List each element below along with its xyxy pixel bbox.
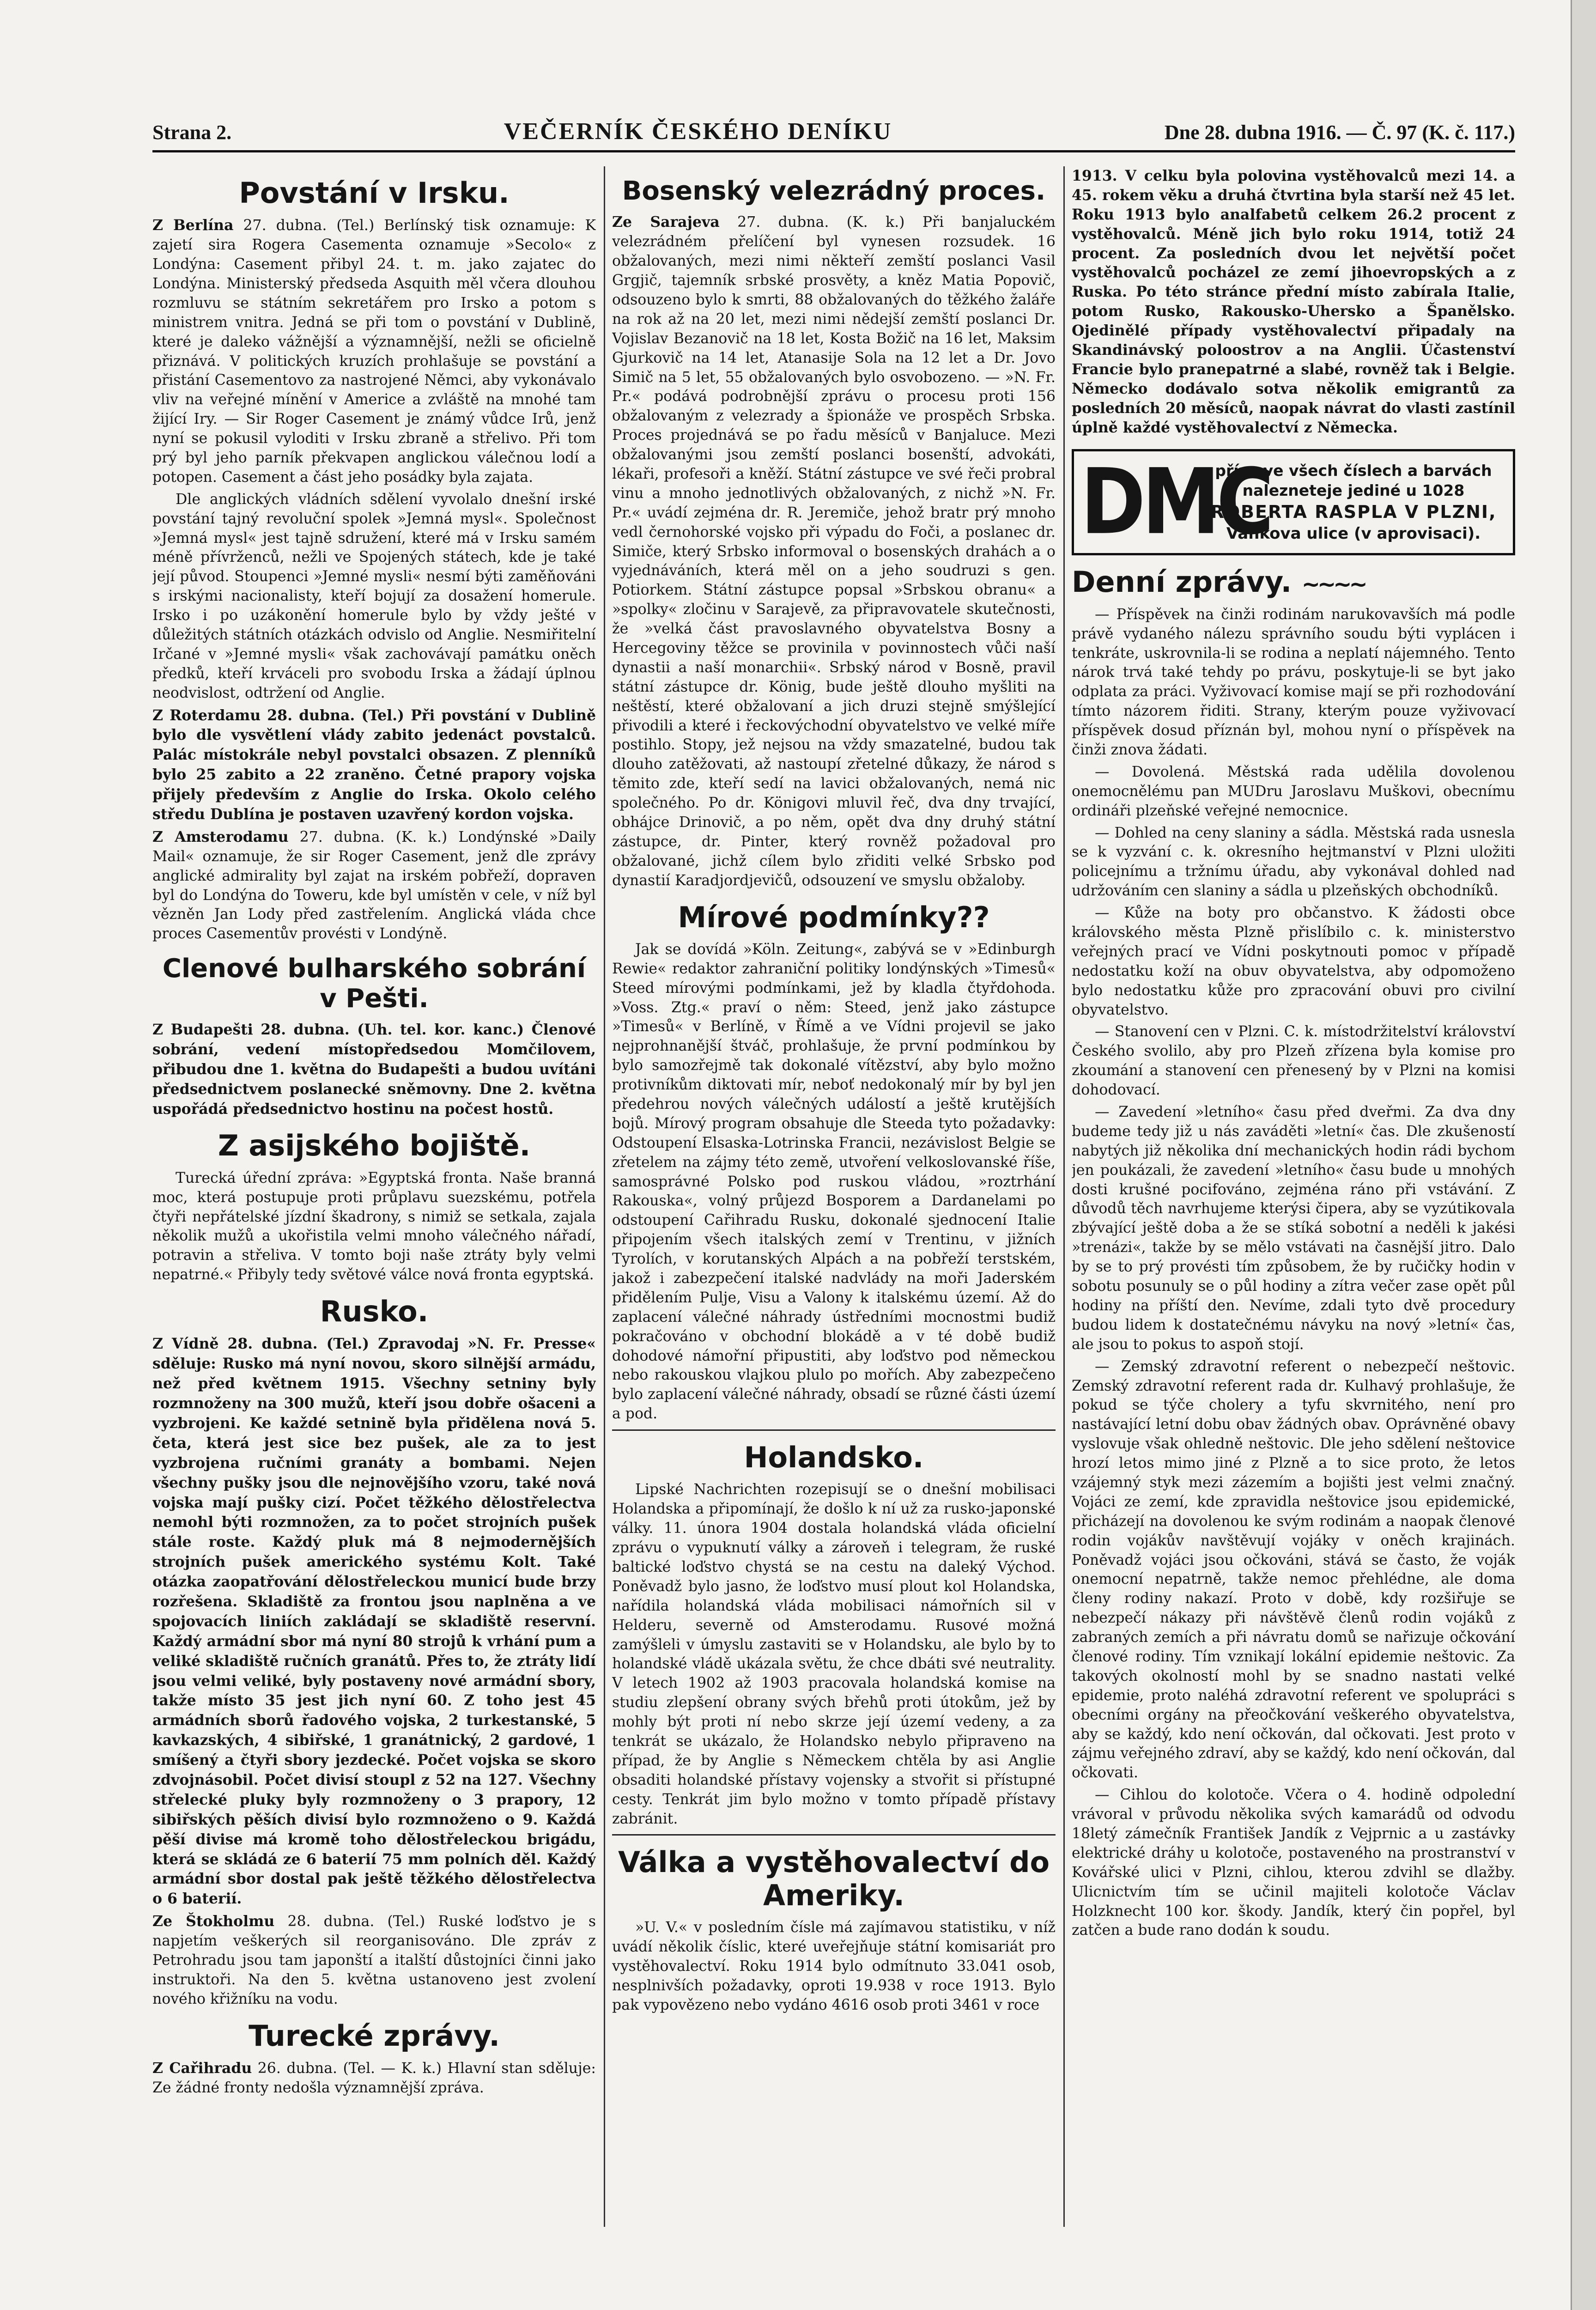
headline-valka-vystehovalectvi: Válka a vystěhovalectví do Ameriky. [618,1845,1050,1912]
dateline: Z Cařihradu [152,2060,252,2077]
page-number: Strana 2. [152,121,232,144]
article-paragraph: Dle anglických vládních sdělení vyvolalo dnešní irské povstání tajný revoluční spolek »Jemná mysl«. Společnost »Jemná mysl« jest tajně sdružení, které má v Irsku samém méně přívrženců, nežli ve Spojených státech, kde je také její původ. Stoupenci »Jemné mysli« nesmí býti zaměňováni s irskými nacionalisty, kteří bojují za dosažení homerule. Irsko i po uzákonění homerule bylo by vždy ješté v důležitých státních otázkách odvislo od Anglie. Nesmiřitelní Irčané v »Jemné mysli« však zachovávají památku oněch předků, kteří krváceli pro svobodu Irska a žádají úplnou neodvislost, odtržení od Anglie. [152,491,596,701]
dmc-logo: DMC [1080,450,1271,555]
article-paragraph [612,213,1056,890]
article-paragraph: 1913. V celku byla polovina vystěhovalců mezi 14. a 45. rokem věku a druhá čtvrtina byla starší než 45 let. Roku 1913 bylo analfabetů celkem 26.2 procent z vystěhovalců. Méně jich bylo roku 1914, totiž 24 procent. Za posledních dvou let největší počet vystěhovalců pocházel ze zemí jihoevropských a z Ruska. Po této stránce přední místo zabírala Italie, potom Rusko, Rakousko-Uhersko a Španělsko. Ojedinělé případy vystěhovalectví připadaly na Skandinávský poloostrov a na Anglii. Účastenství Francie bylo pranepatrné a slabé, rovněž tak i Belgie. Německo dodávalo sotva několik emigrantů za posledních 20 měsíců, naopak návrat do vlasti zastínil úplně každé vystěhovalectví z Německa. [1072,167,1515,436]
ad-line: ROBERTA RASPLA V PLZNI, [1210,501,1497,522]
news-item: — Stanovení cen v Plzni. C. k. místodržitelství království Českého svolilo, aby pro Plzeň zřízena byla komise pro zkoumání a stanovení cen přenesený by v Plzni na komisi dohodovací. [1072,1023,1515,1099]
article-paragraph [152,1912,596,2009]
paragraph-text: 28. dubna. (Uh. tel. kor. kanc.) Členové sobrání, vedení místopředsedou Momčilovem, přibudou dne 1. května do Budapešti a budou uvítáni předsednictvem poslanecké sněmovny. Dne 2. května uspořádá předsednictvo hostinu na počest hostů. [152,1021,596,1118]
news-item: — Dovolená. Městská rada udělila dovolenou onemocnělému pan MUDru Jaroslavu Muškovi, obecnímu ordináři plzeňské veřejné nemocnice. [1072,763,1515,819]
dateline: Z Roterdamu [152,706,261,724]
article-paragraph [152,2059,596,2098]
ad-line: Vankova ulice (v aprovisaci). [1226,524,1481,543]
dateline: Z Vídně [152,1335,219,1353]
column-rule [1063,166,1065,2227]
headline-asijske-bojiste: Z asijského bojiště. [218,1129,531,1163]
news-item: — Příspěvek na činži rodinám narukovavších má podle právě vydaného nálezu správního soudu býti vyplácen i tenkráte, uskrovnila-li se rodina a neplatí nájemného. Tento nárok trvá také tehdy po právu, poskytuje-li se byt jako odplata za práci. Vyživovací komise mají se při rozhodování tímto názorem řiditi. Strany, kterým pouze vyživovací příspěvek dosud příznán byl, mohou nyní o příspěvek na činži znova žádati. [1072,606,1515,758]
article-paragraph [152,827,596,944]
ad-line: příze ve všech číslech a barvách [1215,461,1492,480]
headline-bulharske-sobrani: Clenové bulharského sobrání v Pešti. [162,954,586,1014]
adjacent-page-edge [1571,0,1596,2310]
paragraph-text: 28. dubna. (Tel.) Při povstání v Dublině bylo dle vysvětlení vlády zabito jedenáct povstalců. Palác místokrále nebyl povstalci obsazen. Z plenníků bylo 25 zabito a 22 zraněno. Četné prapory vojska přijely především z Anglie do Irska. Okolo celého středu Dublína je postaven uzavřený kordon vojska. [152,706,596,823]
news-item: — Kůže na boty pro občanstvo. K žádosti obce královského města Plzně přislíbilo c. k. ministerstvo veřejných prací ve Vídni poskytnouti pomoc v případě nedostatku koží na obuv obyvatelstva, aby odpomoženo bylo nedostatku kůže pro zpracování obuvi pro civilní obyvatelstvo. [1072,905,1515,1018]
paragraph-text: 28. dubna. (Tel.) Ruské loďstvo je s napjetím veškerých sil reorganisováno. Dle zpráv z Petrohradu jsou tam japonští a italští důstojníci činni jako instruktoři. Na den 5. května ustanoveno jest zvolení nového křižníku na vodu. [152,1913,596,2007]
article-paragraph [152,706,596,825]
article-paragraph: Lipské Nachrichten rozepisují se o dnešní mobilisaci Holandska a připomínají, že došlo k ní už za rusko-japonské války. 11. února 1904 dostala holandská vláda oficielní zprávu o vypuknutí války a zároveň i telegram, že ruské baltické loďstvo chystá se na cestu na daleký Východ. Poněvadž bylo jasno, že loďstvo musí plout kol Holandska, nařídila holandská vláda mobilisaci námořních sil v Helderu, severně od Amsterodamu. Rusové možná zamýšleli v úmyslu zastaviti se v Holandsku, ale bylo by to holandské vládě ukázala světu, že chce dbáti své neutrality. V letech 1902 až 1903 pracovala holandská komise na studiu zlepšení obrany svých břehů proti útokům, jež by mohly být proti ní nebo skrze její území vedeny, a za tenkrát se ukázalo, že Holandsko nebylo připraveno na případ, že by Anglie s Německem chtěla by asi Anglie obsaditi holandské přístavy vojensky a stvořit si přístupné cesty. Tenkrát jim bylo možno v tomto případě přístavy zabránit. [612,1481,1056,1827]
paragraph-text: 27. dubna. (Tel.) Berlínský tisk oznamuje: K zajetí sira Rogera Casementa oznamuje »Secolo« z Londýna: Casement přibyl 24. t. m. jako zajatec do Londýna. Ministerský předseda Asquith měl včera dlouhou rozmluvu se státním sekretářem pro Irsko a potom s ministrem vnitra. Jedná se při tom o povstání v Dublině, které je daleko vážnější a významnější, nežli se oficielně přiznává. V politických kruzích prohlašuje se povstání a přistání Casementovo za nastrojené Němci, aby vykonávalo vliv na veřejné mínění v Americe a zvláště na mnohé tam žijící Iry. — Sir Roger Casement je známý vůdce Irů, jenž nyní se pokusil vyloditi v Irsku zbraně a střelivo. Při tom prý byl jeho parník překvapen anglickou válečnou lodí a potopen. Casement a část jeho posádky byla zajata. [152,217,596,486]
divider [612,1834,1056,1836]
dateline: Z Berlína [152,217,234,234]
page-header [152,118,1515,152]
paragraph-text: 27. dubna. (K. k.) Londýnské »Daily Mail« oznamuje, že sir Roger Casement, jenž dle zprávy anglické admirality byl zajat na irském pobřeží, dopraven byl do Londýna do Toweru, kde byl umístěn v cele, v níž byl vězněn Jan Lody před zastřelením. Anglická vláda chce proces Casementův provésti v Londýně. [152,828,596,942]
headline-turecke-zpravy: Turecké zprávy. [249,2018,500,2053]
column-3 [1072,166,1515,2227]
news-item: — Cihlou do kolotoče. Včera o 4. hodině odpolední vrávoral v průvodu několika svých kamarádů od odvodu 18letý zámečník František Jandík z Vejprnic a u zastávky elektrické dráhy u kolotoče, postaveného na prostranství v Kovářské ulici v Plzni, cihlou, kterou zdvihl se dlažby. Ulicnictvím tím se učinil majiteli kolotoče Václav Holzknecht 100 kor. škody. Jandík, který čin popřel, byl zatčen a bude rano dodán k soudu. [1072,1787,1515,1939]
column-2 [612,166,1056,2227]
news-item: — Zemský zdravotní referent o nebezpečí neštovic. Zemský zdravotní referent rada dr. Kulhavý prohlašuje, že pokud se týče cholery a tyfu skvrnitého, není pro nastávající letní dobu obav žádných obav. Oprávněné obavy vyslovuje však ohledně neštovic. Dle jeho sdělení neštovice hrozí letos mimo jiné z Plzně a to sice proto, že letos vzájemný styk mezi zázemím a bojišti jest velmi značný. Vojáci ze zemí, kde zpravidla neštovice jsou epidemické, přicházejí na dovolenou ke svým rodinám a naopak členové rodin vojákův navštěvují vojáky v oněch krajinách. Poněvadž vojáci jsou očkováni, stává se často, že voják onemocní nepatrně, takže nemoc přehlédne, ale doma členy rodiny nakazí. Proto v době, kdy rozšiřuje se nebezpečí nákazy při návštěvě členů rodin vojáků z zabraných zemích a při návratu domů se nařizuje očkování členové rodiny. Tím vznikají lokální epidemie neštovic. Za takových okolností mohl by se snadno nastati velké epidemie, proto naléhá zdravotní referent ve spolupráci s obecními orgány na přeočkování veškerého obyvatelstva, aby se každý, kdo není očkován, dal očkovati. Jest proto v zájmu veřejného zdraví, aby se každý, kdo není očkován, dal očkovati. [1072,1358,1515,1781]
news-item: — Dohled na ceny slaniny a sádla. Městská rada usnesla se k vyzvání c. k. okresního hejtmanství v Plzni uložiti policejnímu a tržnímu úřadu, aby vykonával dohled nad udržováním cen slaniny a sádla u plzeňských obchodníků. [1072,824,1515,900]
article-paragraph [152,216,596,487]
headline-irsko: Povstání v Irsku. [239,176,510,210]
headline-bosensky-proces: Bosenský velezrádný proces. [622,176,1046,206]
dateline: Ze Štokholmu [152,1913,275,1930]
headline-holandsko: Holandsko. [744,1441,924,1475]
paragraph-text: 26. dubna. (Tel. — K. k.) Hlavní stan sděluje: Ze žádné fronty nedošla významnější zpráva. [152,2060,596,2096]
newspaper-page [152,118,1515,2225]
ornament: ~~~~ [1301,571,1365,598]
dateline: Z Budapešti [152,1021,253,1039]
paragraph-text: 28. dubna. (Tel.) Zpravodaj »N. Fr. Presse« sděluje: Rusko má nyní novou, skoro silnější armádu, než před květnem 1915. Všechny setniny byly rozmnoženy na 300 mužů, kteří jsou dobře ošaceni a vyzbrojeni. Ke každé setnině byla přidělena nová 5. četa, která jest sice bez pušek, ale za to jest vyzbrojena ručními granáty a bombami. Nejen všechny pušky jsou dle nejnovějšího vzoru, také nová vojska mají pušky cizí. Počet těžkého dělostřelectva nemohl býti rozmnožen, za to počet strojních pušek stále roste. Každý pluk má 8 nejmodernějších strojních pušek amerického systému Kolt. Také otázka zaopatřování dělostřeleckou municí bude brzy rozřešena. Skladiště za frontou jsou naplněna a ve spojovacích liniích zakládají se skladiště reservní. Každý armádní sbor má nyní 80 strojů k vrhání pum a veliké skladiště ručních granátů. Přes to, že ztráty lidí jsou velmi veliké, byly postaveny nové armádní sbory, takže místo 35 jest jich nyní 60. Z toho jest 45 armádních sborů řadového vojska, 2 turkestanské, 5 kavkazských, 4 sibiřské, 1 granátnický, 2 gardové, 1 smíšený a čtyři sbory jezdecké. Počet vojska se skoro zdvojnásobil. Počet divisí stoupl z 52 na 127. Všechny střelecké pluky byly rozmnoženy o 3 prapory, 12 sibiřských pěších divisí bylo rozmnoženo o 9. Každá pěší divise má kromě toho dělostřeleckou brigádu, která se skládá ze 6 baterií 75 mm polních děl. Každý armádní sbor dostal pak ještě těžkého dělostřelectva o 6 baterií. [152,1335,596,1908]
column-rule [604,166,605,2227]
article-paragraph [152,1020,596,1119]
ad-line: nalezneteje jediné u 1028 [1242,481,1465,499]
column-1 [152,166,596,2227]
dateline: Ze Sarajeva [612,213,720,231]
headline-text: Denní zprávy. [1072,565,1292,599]
news-item: — Zavedení »letního« času před dveřmi. Za dva dny budeme tedy již u nás zaváděti »letní« čas. Dle zkušeností nabytých již několika dní mechanických hodin rádi bychom jen poukázali, že zavedení »letního« času bude u mnohých dosti krušné pocifováno, zejména ráno při vstávání. Z důvodů těch navrhujeme kterýsi čipera, aby se vyzútikovala zbývající ještě doba a že se stíká sobotní a neděli k jakési »trenázi«, takže by se mělo vstávati na časnější jitro. Dalo by se to prý provésti tím způsobem, že by ručičky hodin v sobotu posunuly se o půl hodiny a zítra večer zase opět půl hodiny na příští den. Nevíme, zdali tyto dvě procedury budou lidem k dostatečnému návyku na nový »letní« čas, ale jsou to pokus to aspoň stojí. [1072,1104,1515,1353]
headline-rusko: Rusko. [320,1295,429,1329]
article-paragraph: Jak se dovídá »Köln. Zeitung«, zabývá se v »Edinburgh Rewie« redaktor zahraniční politiky londýnských »Timesů« Steed mírovými podmínkami, jež by kladla čtyřdohoda. »Voss. Ztg.« praví o něm: Steed, jenž jako zástupce »Timesů« v Berlíně, v Římě a ve Vídni projevil se jako nejprohnanější štváč, prohlašuje, že první podmínkou by bylo samozřejmě tak dokonalé vítězství, aby bylo možno protivníkům diktovati mír, neboť nedokonalý mír by byl jen předehrou nových válečných událostí a ještě krutějších bojů. Mírový program obsahuje dle Steeda tyto požadavky: Odstoupení Elsaska-Lotrinska Francii, nezávislost Belgie se zřetelem na zájmy této země, utvoření velkoslovanské říše, samosprávné Polsko pod ruskou vládou, »roztrhání Rakouska«, volný průjezd Bosporem a Dardanelami po odstoupení Cařihradu Rusku, dokonalé sjednocení Italie připojením všech italských zemí v Trentinu, v jižních Tyrolích, v korutanských Alpách a na pobřeží terstském, jakož i zabezpečení italské nadvlády na moři Jaderském přidělením Pulje, Visu a Valony k italskému území. Až do zaplacení válečné náhrady ústředními mocnostmi budiž pokračováno v obchodní blokádě a v té době budiž dohodové námořní připustiti, aby loďstvo pod německou nebo rakouskou vlajkou plulo po mořích. Aby zabezpečeno bylo zaplacení válečné náhrady, obsadí se různé části území a pod. [612,941,1056,1422]
article-paragraph: »U. V.« v posledním čísle má zajímavou statistiku, v níž uvádí několik číslic, které uveřejňuje státní komisariát pro vystěhovalectví. Roku 1914 bylo odmítnuto 33.041 osob, nesplnivších požadavky, oproti 19.938 v roce 1913. Bylo pak vypovězeno nebo vydáno 4616 osob proti 3461 v roce [612,1919,1056,2013]
paragraph-text: 27. dubna. (K. k.) Při banjaluckém velezrádném přelíčení byl vynesen rozsudek. 16 obžalovaných, mezi nimi někteří zemští poslanci Vasil Grgjič, tajemník srbské prosvěty, a kněz Matia Popovič, odsouzeno bylo k smrti, 88 obžalovaných do těžkého žaláře na rok až na 20 let, mezi nimi nědejší zemští poslanci Dr. Vojislav Bezanovič na 18 let, Kosta Božič na 16 let, Maksim Gjurkovič na 14 let, Atanasije Sola na 12 let a Dr. Jovo Simič na 5 let, 55 obžalovaných bylo osvobozeno. — »N. Fr. Pr.« podává podrobnější zprávu o procesu proti 156 obžalovaným z velezrady a špionáže ve prospěch Srbska. Proces projednává se po řadu měsíců v Banjaluce. Mezi obžalovanými jsou zemští poslanci bosenští, advokáti, lékaři, profesoři a kněží. Státní zástupce ve své řeči probral vinu a mnoho jednotlivých obžalovaných, z nichž »N. Fr. Pr.« uvádí zejména dr. R. Jeremiče, jehož bratr prý mnoho vedl černohorské vojsko při výpadu do Foči, a poslanec dr. Simiče, který Srbsko informoval o bosenských drahách a o vyjednáváních, která měl on a jeho soudruzi s gen. Potiorkem. Státní zástupce popsal »Srbskou obranu« a »spolky« zločinu v Sarajevě, za připravovatele skutečnosti, že »velká část pravoslavného obyvatelstva Bosny a Hercegoviny těžce se provinila v povinnostech vůči naší dynastii a naší monarchii«. Srbský národ v Bosně, pravil státní zástupce dr. König, bude ještě dlouho myšliti na neštěstí, které obžalovaní a jich druzi stejně smýšlející přivodili a které i řeckovýchodní obyvatelstvo ve velké míře postihlo. Stopy, jež nejsou na vždy smazatelné, budou tak dlouho zatěžovati, až nastoupí zřetelné důkazy, že národ s těmito zde, kteří sedí na lavici obžalovaných, nemá nic společného. Po dr. Königovi mluvil řeč, dva dny trvající, obhájce Drinovič, a po něm, opět dva dny druhý státní zástupce, dr. Pinter, který rovněž požadoval pro obžalované, jichž cílem bylo zřiditi velké Srbsko pod dynastií Karadjordjevičů, odsouzení ve smyslu obžaloby. [612,214,1056,889]
article-paragraph: Turecká úřední zpráva: »Egyptská fronta. Naše branná moc, která postupuje proti průplavu suezskému, potřela čtyři nepřátelské jízdní škadrony, s nimiž se setkala, zajala několik mužů a ukořistila velmi mnoho válečného nářadí, potravin a střeliva. V tomto boji naše ztráty byly velmi nepatrné.« Přibyly tedy světové válce nová fronta egyptská. [152,1169,596,1283]
masthead: VEČERNÍK ČESKÉHO DENÍKU [504,118,892,145]
advertisement-dmc [1072,449,1515,555]
divider [612,1429,1056,1431]
headline-denni-zpravy [1072,565,1515,598]
columns [152,166,1515,2227]
headline-mirove-podminky: Mírové podmínky?? [678,900,990,934]
article-paragraph [152,1334,596,1909]
issue-date: Dne 28. dubna 1916. — Č. 97 (K. č. 117.) [1164,121,1515,144]
dateline: Z Amsterodamu [152,828,289,845]
